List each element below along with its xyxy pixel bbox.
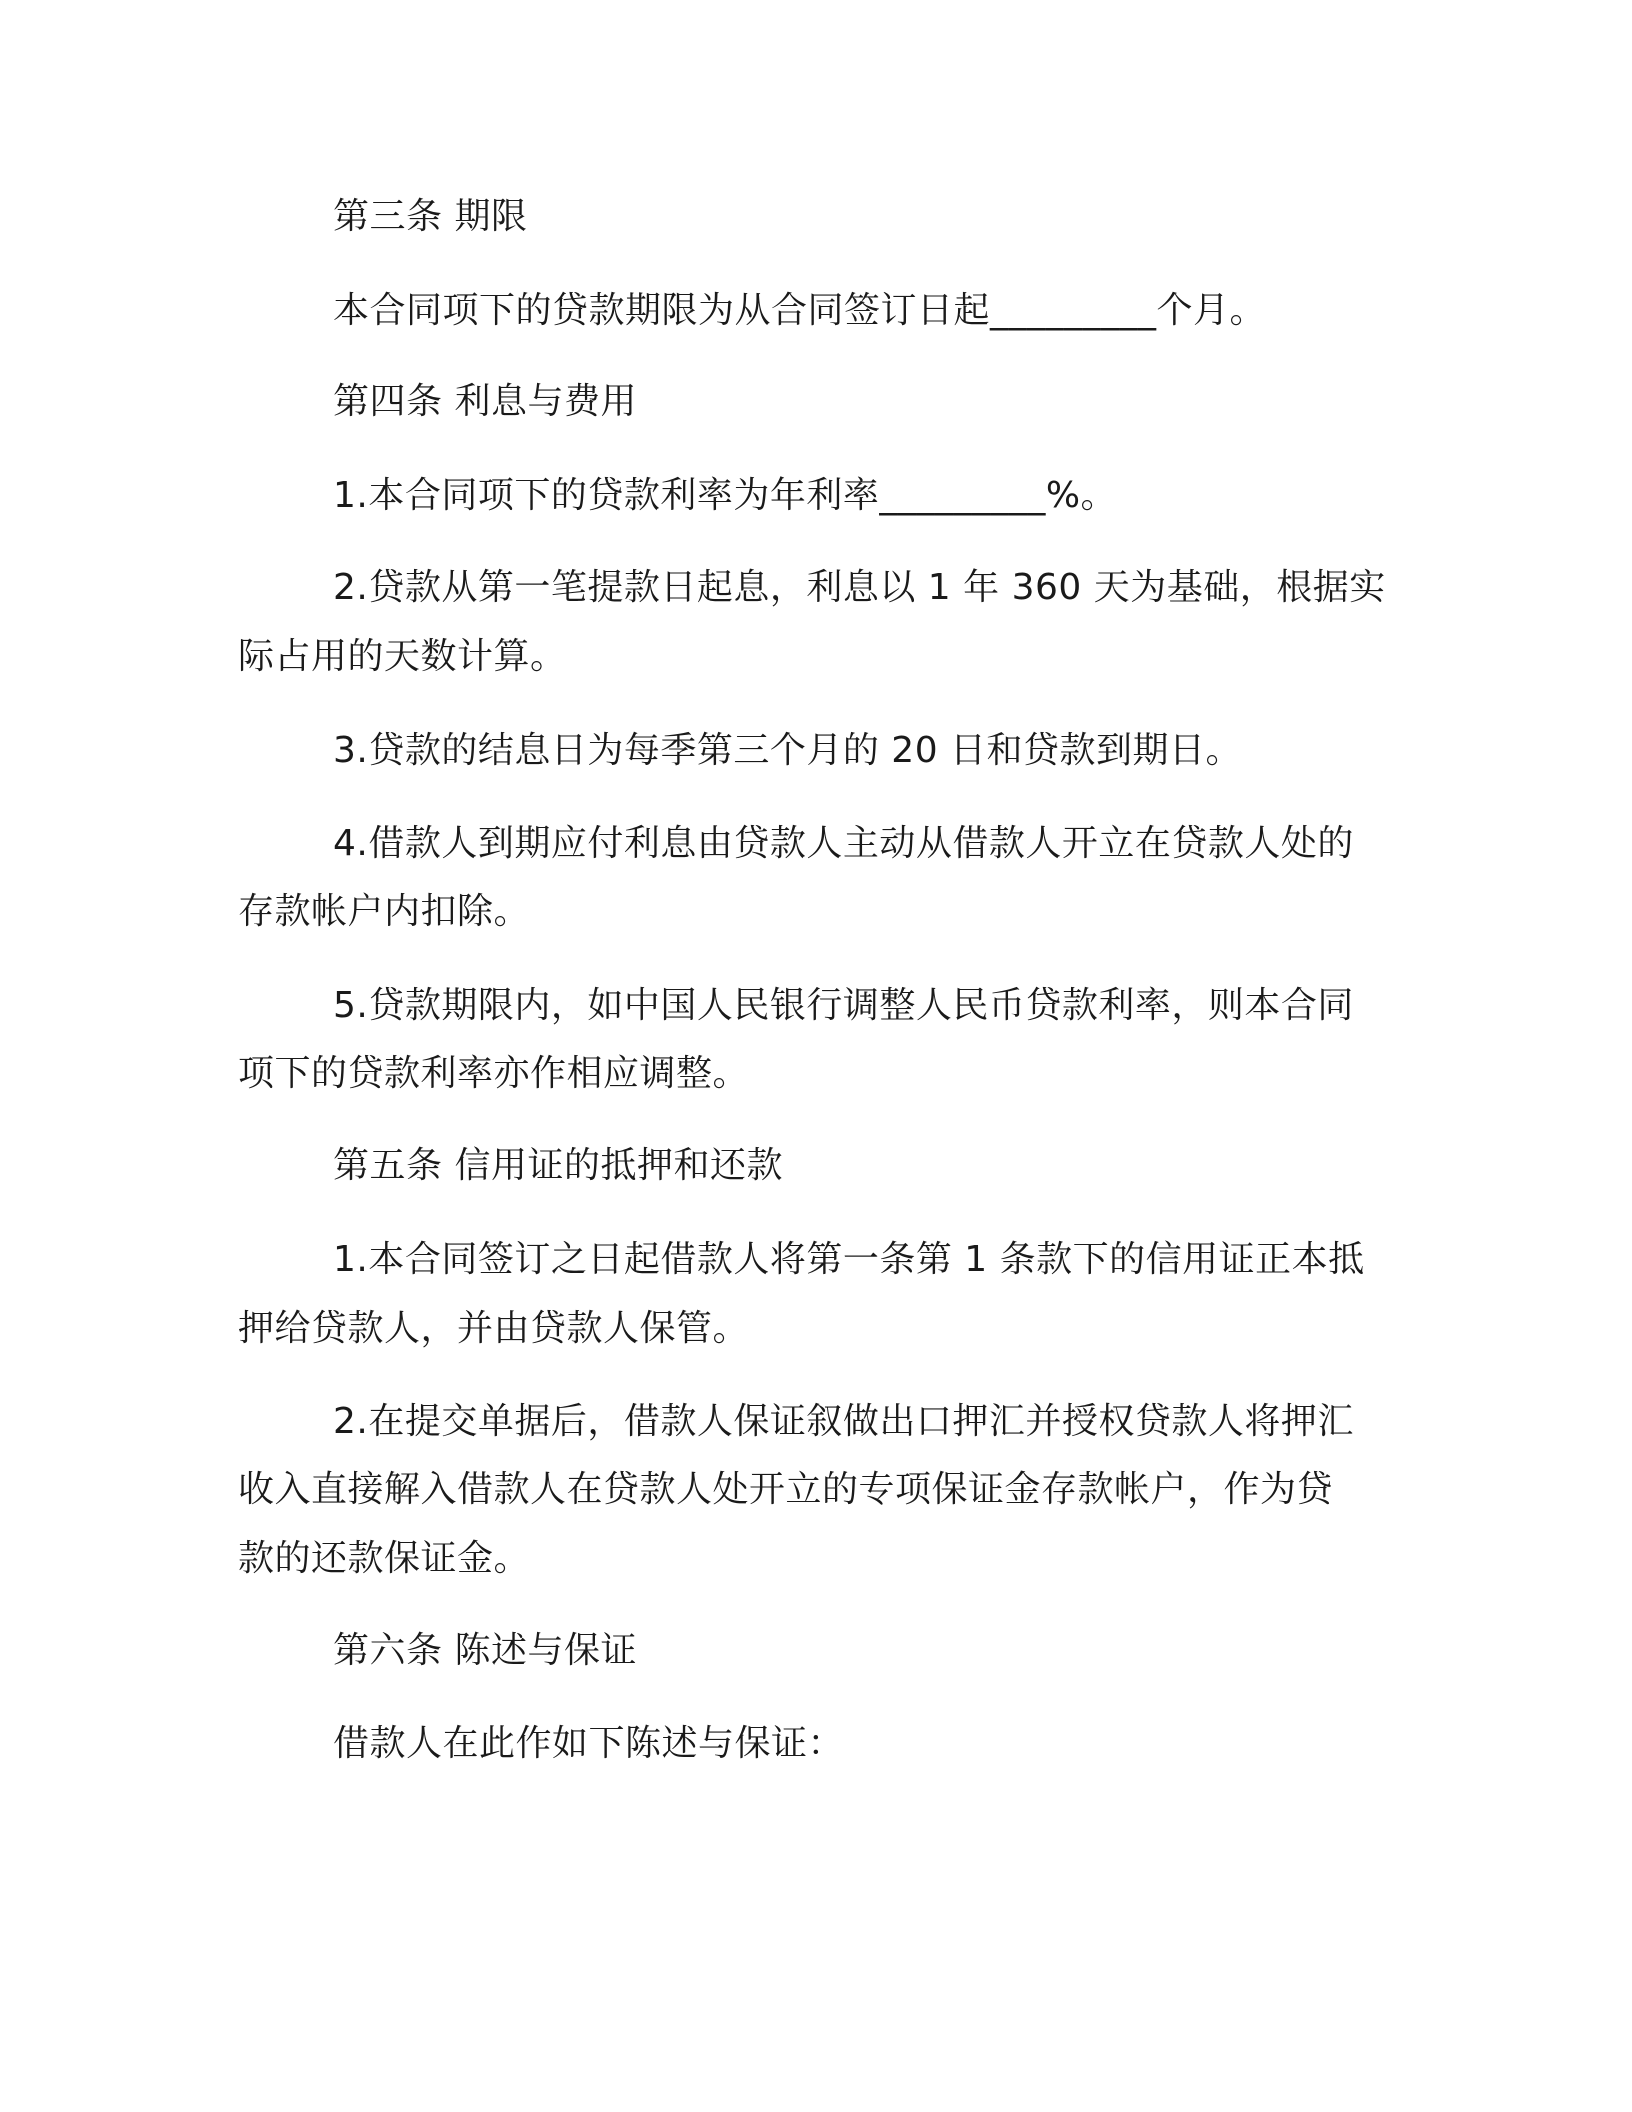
article-4-heading: 第四条 利息与费用 xyxy=(333,381,637,422)
article-5-item-2-line-2: 收入直接解入借款人在贷款人处开立的专项保证金存款帐户，作为贷 xyxy=(238,1469,1334,1510)
article-3-term-paragraph: 本合同项下的贷款期限为从合同签订日起_________个月。 xyxy=(333,290,1267,331)
article-4-item-1: 1.本合同项下的贷款利率为年利率_________%。 xyxy=(333,475,1118,516)
article-4-item-2-line-2: 际占用的天数计算。 xyxy=(238,636,567,677)
article-5-item-1-line-2: 押给贷款人，并由贷款人保管。 xyxy=(238,1308,750,1349)
article-4-item-4-line-2: 存款帐户内扣除。 xyxy=(238,891,531,932)
article-5-item-2-line-3: 款的还款保证金。 xyxy=(238,1538,531,1579)
article-6-heading: 第六条 陈述与保证 xyxy=(333,1630,637,1671)
article-5-item-2-line-1: 2.在提交单据后，借款人保证叙做出口押汇并授权贷款人将押汇 xyxy=(333,1401,1354,1442)
article-5-heading: 第五条 信用证的抵押和还款 xyxy=(333,1145,783,1186)
article-5-item-1-line-1: 1.本合同签订之日起借款人将第一条第 1 条款下的信用证正本抵 xyxy=(333,1239,1365,1280)
article-4-item-2-line-1: 2.贷款从第一笔提款日起息，利息以 1 年 360 天为基础，根据实 xyxy=(333,567,1386,608)
article-4-item-4-line-1: 4.借款人到期应付利息由贷款人主动从借款人开立在贷款人处的 xyxy=(333,823,1354,864)
article-3-heading: 第三条 期限 xyxy=(333,196,528,237)
article-6-intro: 借款人在此作如下陈述与保证： xyxy=(333,1723,845,1764)
article-4-item-3: 3.贷款的结息日为每季第三个月的 20 日和贷款到期日。 xyxy=(333,730,1243,771)
article-4-item-5-line-2: 项下的贷款利率亦作相应调整。 xyxy=(238,1053,750,1094)
article-4-item-5-line-1: 5.贷款期限内，如中国人民银行调整人民币贷款利率，则本合同 xyxy=(333,985,1354,1026)
